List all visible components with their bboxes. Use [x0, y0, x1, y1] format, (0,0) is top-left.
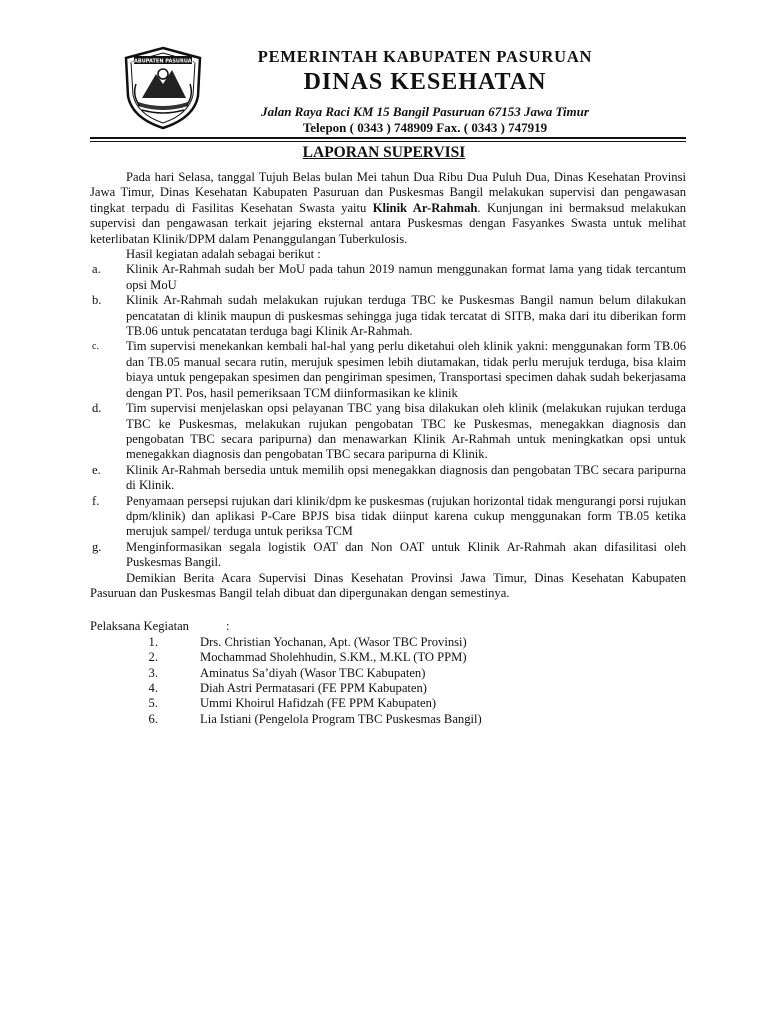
list-item	[90, 262, 686, 293]
list-item	[90, 712, 686, 727]
executor-name: Aminatus Sa’diyah (Wasor TBC Kabupaten)	[200, 665, 426, 680]
list-item	[90, 463, 686, 494]
list-text: Tim supervisi menekankan kembali hal-hal yang perlu diketahui oleh klinik yakni: menggunakan form TB.06 dan TB.05 manual secara rutin, merujuk spesimen lebih diutamakan, tidak perlu merujuk terduga, bisa klaim biaya untuk pengepakan spesimen dan pengiriman spesimen, Transportasi specimen dahak sudah bekerjasama dengan PT. Pos, hasil pemeriksaan TCM diinformasikan ke klinik	[126, 339, 686, 400]
list-text: Klinik Ar-Rahmah bersedia untuk memilih opsi menegakkan diagnosis dan pengobatan TBC secara paripurna di Klinik.	[126, 462, 686, 493]
list-letter: f.	[92, 493, 100, 508]
executor-name: Mochammad Sholehhudin, S.KM., M.KL (TO PPM)	[200, 650, 467, 665]
list-item	[90, 635, 686, 650]
government-name: PEMERINTAH KABUPATEN PASURUAN	[257, 47, 593, 66]
executor-number: 5.	[148, 696, 158, 711]
list-item	[90, 681, 686, 696]
document-title	[0, 144, 768, 162]
document-body	[90, 170, 686, 727]
list-letter: a.	[92, 262, 101, 277]
executor-number: 1.	[148, 634, 158, 649]
list-text: Penyamaan persepsi rujukan dari klinik/dpm ke puskesmas (rujukan horizontal tidak mengurangi porsi rujukan dpm/klinik) dan aplikasi P-Care BPJS bisa tidak diinput karena cukup menggunakan form TB.05 ketika merujuk sampel/ terduga untuk periksa TCM	[126, 493, 686, 539]
results-list	[90, 262, 686, 570]
executors-label: Pelaksana Kegiatan	[90, 619, 189, 634]
list-text: Menginformasikan segala logistik OAT dan Non OAT untuk Klinik Ar-Rahmah akan difasilitasi oleh Puskesmas Bangil.	[126, 539, 686, 570]
agency-address: Jalan Raya Raci KM 15 Bangil Pasuruan 67153 Jawa Timur	[261, 104, 589, 119]
letterhead-rule-thick	[90, 137, 686, 139]
list-letter: e.	[92, 462, 101, 477]
list-text: Klinik Ar-Rahmah sudah ber MoU pada tahun 2019 namun menggunakan format lama yang tidak tercantum opsi MoU	[126, 262, 686, 292]
list-item	[90, 494, 686, 540]
list-item	[90, 293, 686, 339]
clinic-name: Klinik Ar-Rahmah	[372, 200, 478, 215]
list-letter: c.	[92, 341, 99, 353]
list-item	[90, 339, 686, 401]
opening-paragraph	[90, 170, 686, 247]
regency-emblem-logo	[120, 44, 206, 130]
emblem-caption: KABUPATEN PASURUAN	[130, 58, 196, 65]
executor-name: Lia Istiani (Pengelola Program TBC Puskesmas Bangil)	[200, 711, 482, 726]
document-title-text: LAPORAN SUPERVISI	[302, 144, 466, 161]
list-text: Tim supervisi menjelaskan opsi pelayanan TBC yang bisa dilakukan oleh klinik (melakukan rujukan terduga TBC ke Puskesmas, melakukan rujukan pengobatan TBC ke Puskesmas, menegakkan diagnosis dan pengobatan TBC secara paripurna) dan menawarkan Klinik Ar-Rahmah untuk meningkatkan opsi untuk menegakkan diagnosis dan pengobatan TBC secara paripurna di Klinik.	[126, 401, 686, 462]
letterhead-rule-thin	[90, 141, 686, 142]
list-item	[90, 540, 686, 571]
letterhead	[210, 44, 640, 136]
executor-name: Diah Astri Permatasari (FE PPM Kabupaten)	[200, 681, 428, 695]
list-letter: d.	[92, 401, 102, 416]
agency-contact: Telepon ( 0343 ) 748909 Fax. ( 0343 ) 747919	[302, 120, 548, 135]
list-item	[90, 650, 686, 665]
list-text: Klinik Ar-Rahmah sudah melakukan rujukan terduga TBC ke Puskesmas Bangil namun belum dilakukan pencatatan di klinik maupun di puskesmas sehingga juga tidak tercatat di SITB, maka dari itu diberikan form TB.06 untuk pencatatan terduga bagi Klinik Ar-Rahmah.	[126, 293, 686, 339]
executor-number: 4.	[148, 681, 158, 695]
executors-colon: :	[226, 619, 230, 634]
list-item	[90, 666, 686, 681]
executor-number: 6.	[148, 711, 158, 726]
agency-name: DINAS KESEHATAN	[303, 69, 547, 95]
list-item	[90, 401, 686, 463]
executor-name: Drs. Christian Yochanan, Apt. (Wasor TBC Provinsi)	[200, 634, 467, 649]
list-letter: b.	[92, 293, 102, 308]
results-intro: Hasil kegiatan adalah sebagai berikut :	[126, 247, 321, 262]
executors-list	[90, 635, 686, 727]
executor-number: 2.	[148, 650, 158, 665]
opening-text-b: . Kunjungan ini bermaksud melakukan supervisi dan pengawasan terkait jejaring eksternal antara Puskesmas dengan Fasyankes Swasta untuk melihat keterlibatan Klinik/DPM dalam Penanggulangan Tuberkulosis.	[90, 200, 686, 246]
closing-paragraph: Demikian Berita Acara Supervisi Dinas Kesehatan Provinsi Jawa Timur, Dinas Kesehatan Kabupaten Pasuruan dan Puskesmas Bangil telah dibuat dan dipergunakan dengan semestinya.	[90, 570, 686, 600]
executor-number: 3.	[148, 665, 158, 680]
list-item	[90, 696, 686, 711]
executors-heading	[90, 619, 686, 634]
executor-name: Ummi Khoirul Hafidzah (FE PPM Kabupaten)	[200, 696, 437, 711]
list-letter: g.	[92, 539, 102, 554]
opening-text-a: Pada hari Selasa, tanggal Tujuh Belas bulan Mei tahun Dua Ribu Dua Puluh Dua, Dinas Kesehatan Provinsi Jawa Timur, Dinas Kesehatan Kabupaten Pasuruan dan Puskesmas Bangil melakukan supervisi dan pengawasan tingkat terpadu di Fasilitas Kesehatan Swasta yaitu	[90, 170, 686, 215]
